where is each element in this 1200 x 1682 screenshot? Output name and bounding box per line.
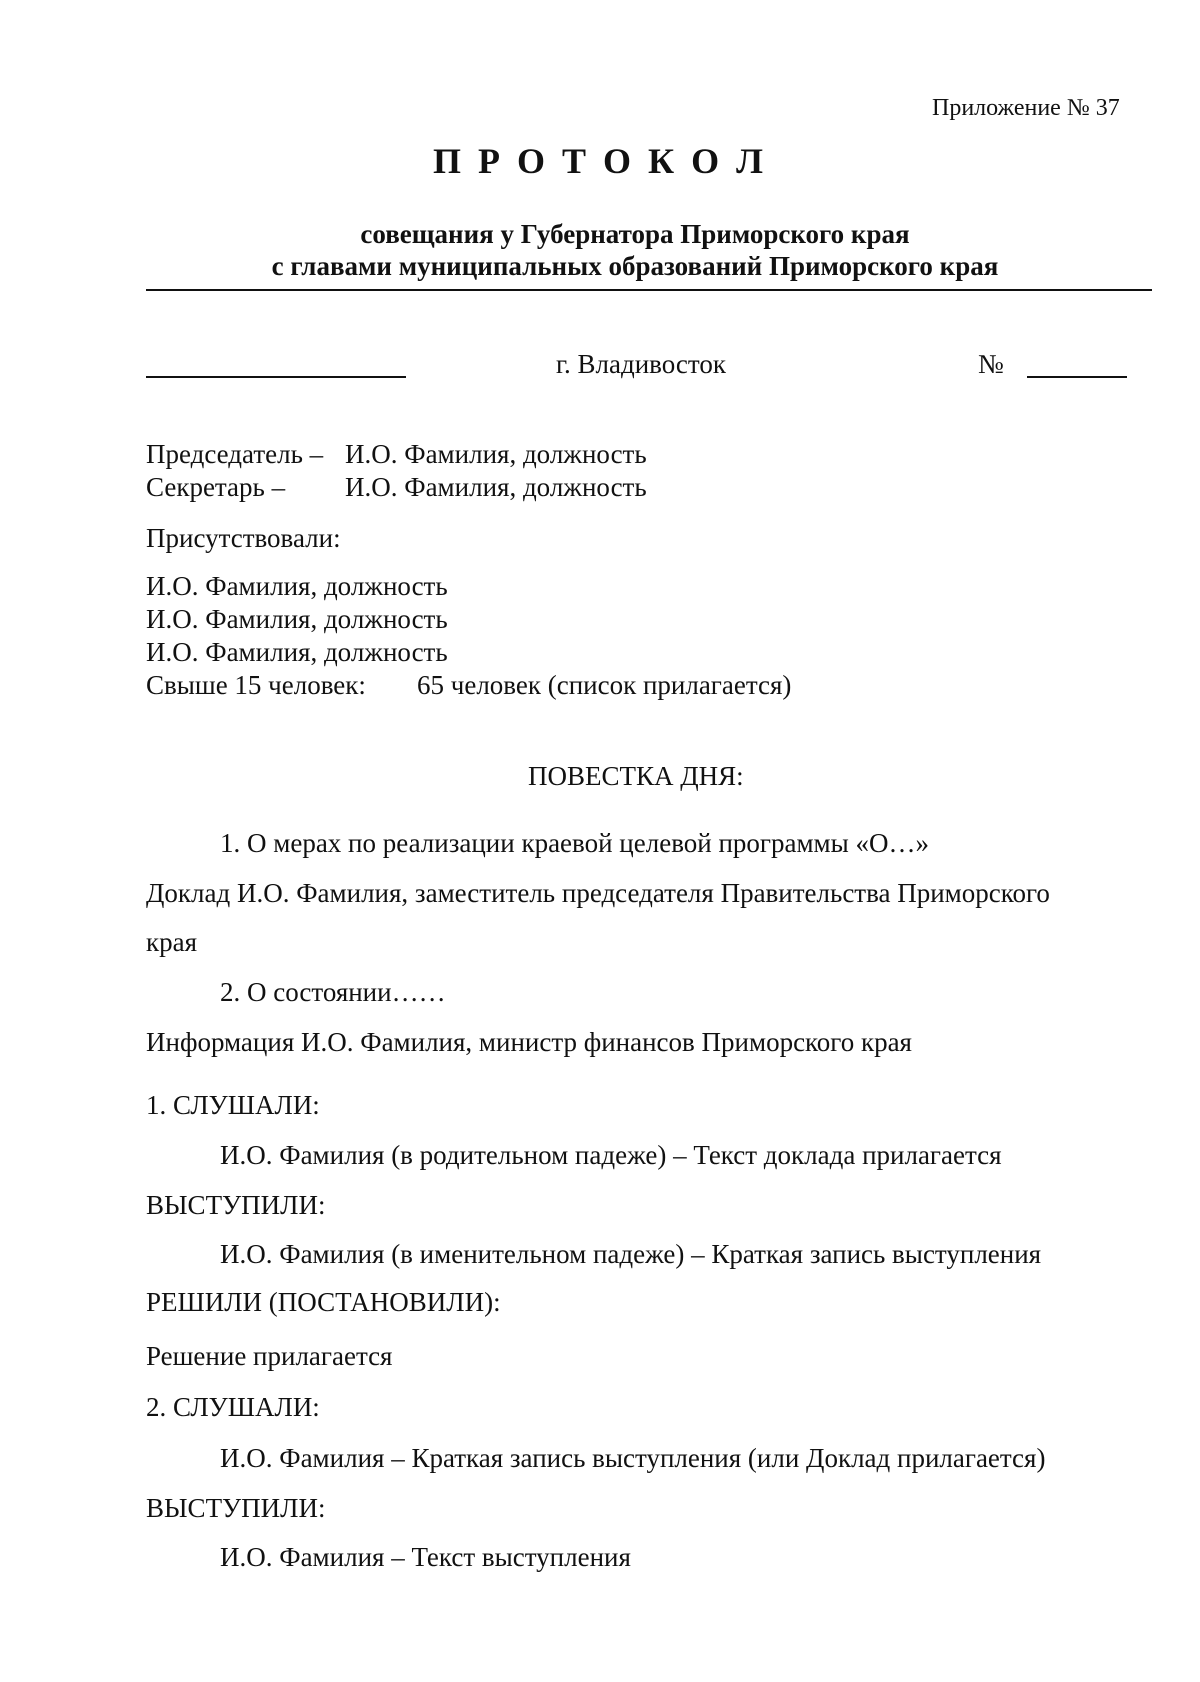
agenda-item-1-speaker: Доклад И.О. Фамилия, заместитель председателя Правительства Приморского [146,878,1050,908]
section1-heard-label: 1. СЛУШАЛИ: [146,1090,320,1120]
appendix-label: Приложение № 37 [932,95,1120,121]
section1-decided-label: РЕШИЛИ (ПОСТАНОВИЛИ): [146,1287,501,1317]
chairman-value: И.О. Фамилия, должность [345,439,647,469]
section1-heard-text: И.О. Фамилия (в родительном падеже) – Текст доклада прилагается [220,1140,1002,1170]
city-label: г. Владивосток [556,349,726,379]
section1-decided-text: Решение прилагается [146,1341,393,1371]
date-blank-line [146,376,406,378]
attendee-3: И.О. Фамилия, должность [146,637,448,667]
agenda-title: ПОВЕСТКА ДНЯ: [528,761,744,791]
section1-spoke-text: И.О. Фамилия (в именительном падеже) – Краткая запись выступления [220,1239,1042,1269]
agenda-item-1: 1. О мерах по реализации краевой целевой программы «О…» [220,828,930,858]
secretary-label: Секретарь – [146,472,286,502]
section2-spoke-label: ВЫСТУПИЛИ: [146,1493,326,1523]
attendee-1: И.О. Фамилия, должность [146,571,448,601]
over15-label: Свыше 15 человек: [146,670,366,700]
number-blank-line [1027,376,1127,378]
section2-heard-label: 2. СЛУШАЛИ: [146,1392,320,1422]
section2-heard-text: И.О. Фамилия – Краткая запись выступления (или Доклад прилагается) [220,1443,1046,1473]
section1-spoke-label: ВЫСТУПИЛИ: [146,1190,326,1220]
subtitle-line-2: с главами муниципальных образований Приморского края [271,251,999,281]
present-label: Присутствовали: [146,523,341,553]
document-title: П Р О Т О К О Л [433,141,767,181]
section2-spoke-text: И.О. Фамилия – Текст выступления [220,1542,631,1572]
agenda-item-1-speaker-cont: края [146,927,198,957]
agenda-item-2-speaker: Информация И.О. Фамилия, министр финансов Приморского края [146,1027,912,1057]
subtitle-line-1: совещания у Губернатора Приморского края [360,219,910,249]
attendee-2: И.О. Фамилия, должность [146,604,448,634]
header-divider [146,289,1152,291]
number-label: № [978,349,1004,379]
agenda-item-2: 2. О состоянии…… [220,977,446,1007]
secretary-value: И.О. Фамилия, должность [345,472,647,502]
over15-value: 65 человек (список прилагается) [417,670,792,700]
chairman-label: Председатель – [146,439,324,469]
